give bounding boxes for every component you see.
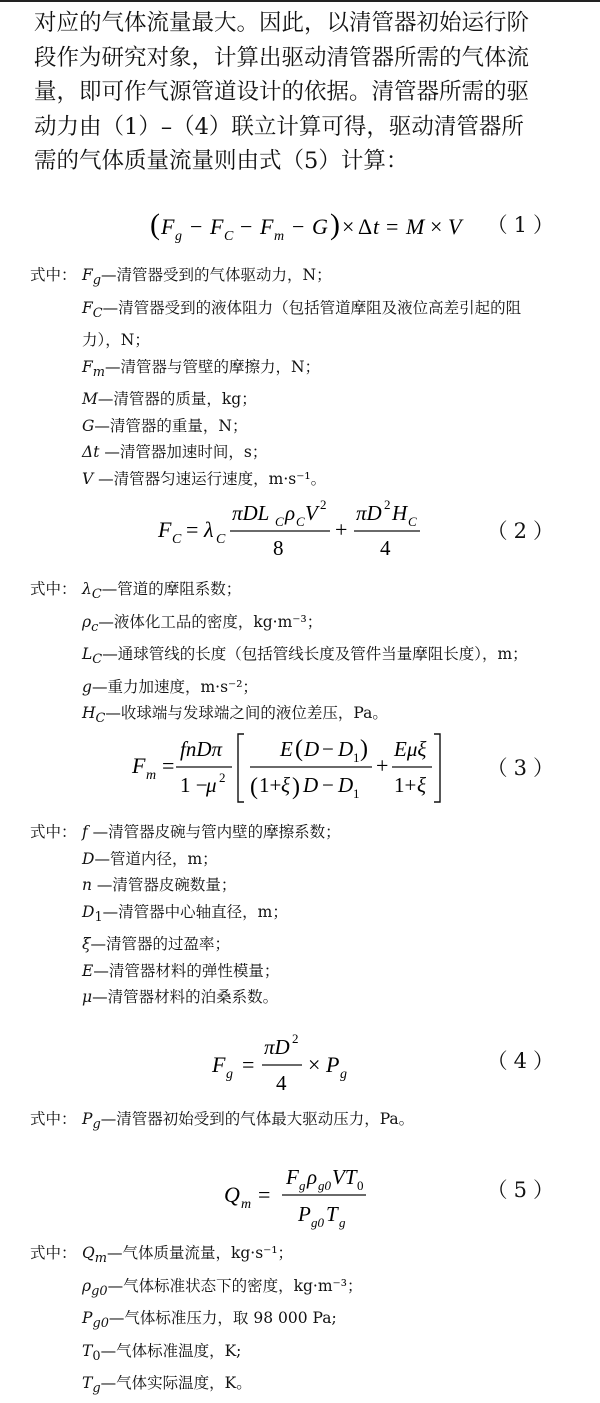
svg-text:F: F bbox=[161, 214, 175, 239]
def-row: $F_m—$清管器与管壁的摩擦力，N； bbox=[82, 357, 321, 380]
svg-text:ρ: ρ bbox=[285, 501, 296, 525]
svg-text:T: T bbox=[326, 1202, 338, 1226]
svg-text:m: m bbox=[241, 1197, 252, 1212]
def-row: 力），N； bbox=[82, 331, 150, 350]
svg-text:πDL: πDL bbox=[232, 501, 270, 525]
svg-text:V: V bbox=[305, 501, 318, 525]
svg-text:=: = bbox=[162, 753, 175, 778]
def-row: $L_C—$通球管线的长度（包括管线长度及管件当量摩阻长度），m； bbox=[82, 645, 528, 668]
svg-text:(: ( bbox=[295, 736, 303, 762]
def-row: $T_g—$气体实际温度，K。 bbox=[82, 1374, 252, 1397]
equation-3 bbox=[0, 728, 600, 808]
def-row: $D_1—$清管器中心轴直径，m； bbox=[82, 902, 288, 925]
svg-text:g: g bbox=[339, 1215, 346, 1230]
svg-text:C: C bbox=[296, 514, 305, 529]
svg-text:(: ( bbox=[150, 208, 160, 241]
svg-text:Δ: Δ bbox=[358, 214, 373, 239]
svg-text:F: F bbox=[260, 214, 274, 239]
defs-prefix: 式中： bbox=[30, 1110, 77, 1128]
def-row: ξ—清管器的过盈率； bbox=[82, 935, 231, 954]
intro-line: 对应的气体流量最大。因此，以清管器初始运行阶 bbox=[34, 10, 530, 36]
svg-text:g0: g0 bbox=[311, 1215, 324, 1230]
svg-text:g: g bbox=[340, 1067, 347, 1082]
svg-text:−: − bbox=[322, 773, 334, 797]
svg-text:=: = bbox=[386, 214, 399, 239]
svg-text:C: C bbox=[224, 229, 234, 244]
svg-text:1+: 1+ bbox=[259, 773, 282, 797]
defs-prefix: 式中： bbox=[30, 266, 77, 284]
svg-text:−: − bbox=[292, 214, 305, 239]
defs-block-5 bbox=[30, 1240, 362, 1403]
svg-text:m: m bbox=[274, 229, 285, 244]
svg-text:2: 2 bbox=[320, 497, 327, 512]
svg-text:F: F bbox=[158, 517, 172, 542]
intro-line: 需的气体质量流量则由式（5）计算： bbox=[34, 148, 409, 174]
svg-text:F: F bbox=[212, 1052, 226, 1077]
svg-text:g: g bbox=[175, 229, 182, 244]
svg-text:P: P bbox=[298, 1202, 311, 1226]
svg-text:D: D bbox=[338, 773, 354, 797]
svg-text:ρ: ρ bbox=[307, 1165, 318, 1189]
svg-text:μ: μ bbox=[206, 773, 217, 797]
defs-block-2 bbox=[30, 576, 528, 733]
svg-text:): ) bbox=[292, 774, 300, 800]
svg-text:λ: λ bbox=[204, 517, 214, 542]
svg-text:1 −: 1 − bbox=[180, 773, 208, 797]
equation-number: （4） bbox=[486, 1049, 560, 1073]
svg-text:D: D bbox=[303, 773, 319, 797]
svg-text:−: − bbox=[322, 737, 334, 761]
top-rule bbox=[0, 0, 600, 2]
equation-5 bbox=[0, 1158, 600, 1233]
equation-1 bbox=[0, 200, 600, 250]
equation-number: （5） bbox=[486, 1178, 560, 1202]
def-row: 式中： $F_g—$清管器受到的气体驱动力，N； bbox=[30, 262, 521, 295]
def-row: G—清管器的重量，N； bbox=[82, 416, 248, 435]
def-row: 式中： $Q_m—$气体质量流量，kg·s⁻¹； bbox=[30, 1240, 362, 1273]
def-row: $P_{g0}—$气体标准压力，取 98 000 Pa; bbox=[82, 1309, 337, 1332]
intro-line: 动力由（1）–（4）联立计算可得，驱动清管器所 bbox=[34, 113, 524, 140]
svg-text:πD: πD bbox=[264, 1035, 290, 1059]
svg-text:): ) bbox=[330, 208, 340, 241]
svg-text:G: G bbox=[312, 214, 328, 239]
defs-block-1 bbox=[30, 262, 521, 492]
svg-text:Eμξ: Eμξ bbox=[394, 737, 427, 761]
svg-text:ξ: ξ bbox=[417, 773, 426, 797]
svg-text:g: g bbox=[299, 1178, 306, 1193]
svg-text:ξ: ξ bbox=[281, 773, 290, 797]
svg-text:H: H bbox=[392, 501, 408, 525]
def-row: 式中： $\lambda_C—$管道的摩阻系数； bbox=[30, 576, 528, 609]
svg-text:4: 4 bbox=[276, 1071, 287, 1095]
svg-text:0: 0 bbox=[357, 1178, 364, 1193]
svg-text:2: 2 bbox=[384, 497, 391, 512]
equation-number: （3） bbox=[486, 756, 560, 780]
svg-text:g0: g0 bbox=[318, 1178, 331, 1193]
def-row: 式中： f —清管器皮碗与管内壁的摩擦系数； bbox=[30, 819, 341, 846]
svg-text:Q: Q bbox=[224, 1182, 240, 1207]
def-row: μ—清管器材料的泊桑系数。 bbox=[82, 988, 279, 1007]
def-row: V —清管器匀速运行速度，m·s⁻¹。 bbox=[82, 469, 327, 488]
intro-line: 段作为研究对象，计算出驱动清管器所需的气体流 bbox=[34, 44, 530, 71]
svg-text:×: × bbox=[308, 1052, 321, 1077]
equation-4 bbox=[0, 1028, 600, 1098]
svg-text:t: t bbox=[373, 214, 380, 239]
def-row: D—管道内径，m； bbox=[82, 849, 218, 868]
svg-text:=: = bbox=[186, 517, 199, 542]
svg-text:(: ( bbox=[250, 774, 258, 800]
svg-text:8: 8 bbox=[273, 536, 284, 560]
svg-text:P: P bbox=[326, 1052, 340, 1077]
defs-block-4 bbox=[30, 1106, 414, 1139]
def-row: $\rho_c—$液体化工品的密度，kg·m⁻³； bbox=[82, 612, 323, 635]
intro-paragraph bbox=[34, 6, 574, 179]
svg-text:×: × bbox=[430, 214, 443, 239]
svg-text:g: g bbox=[226, 1067, 233, 1082]
svg-text:E: E bbox=[280, 737, 293, 761]
svg-text:1+: 1+ bbox=[394, 773, 417, 797]
svg-text:2: 2 bbox=[292, 1031, 299, 1046]
equation-2 bbox=[0, 495, 600, 565]
equation-number: （1） bbox=[486, 213, 560, 237]
svg-text:=: = bbox=[258, 1182, 271, 1207]
intro-line: 量，即可作气源管道设计的依据。清管器所需的驱 bbox=[34, 79, 530, 105]
svg-text:D: D bbox=[338, 737, 354, 761]
svg-text:): ) bbox=[360, 736, 368, 762]
defs-prefix: 式中： bbox=[30, 1244, 77, 1262]
svg-text:C: C bbox=[275, 514, 284, 529]
svg-text:VT: VT bbox=[332, 1165, 357, 1189]
svg-text:−: − bbox=[190, 214, 203, 239]
defs-block-3 bbox=[30, 819, 341, 1011]
svg-text:×: × bbox=[342, 214, 355, 239]
def-row: E—清管器材料的弹性模量； bbox=[82, 961, 280, 980]
def-row: n —清管器皮碗数量； bbox=[82, 876, 237, 894]
svg-text:D: D bbox=[304, 737, 320, 761]
svg-text:−: − bbox=[240, 214, 253, 239]
def-row: $F_C—$清管器受到的液体阻力（包括管道摩阻及液位高差引起的阻 bbox=[82, 298, 522, 321]
svg-text:1: 1 bbox=[353, 750, 360, 765]
svg-text:πD: πD bbox=[356, 501, 382, 525]
svg-text:M: M bbox=[406, 214, 425, 239]
svg-text:1: 1 bbox=[353, 786, 360, 801]
defs-prefix: 式中： bbox=[30, 580, 77, 598]
svg-text:fnDπ: fnDπ bbox=[180, 737, 223, 761]
svg-text:+: + bbox=[335, 517, 348, 542]
def-row: Δt —清管器加速时间，s； bbox=[82, 443, 268, 462]
def-row: g—重力加速度，m·s⁻²； bbox=[82, 677, 258, 696]
svg-text:V: V bbox=[448, 214, 462, 239]
svg-text:=: = bbox=[242, 1052, 255, 1077]
svg-text:C: C bbox=[216, 532, 226, 547]
svg-text:2: 2 bbox=[219, 770, 226, 785]
equation-number: （2） bbox=[486, 519, 560, 543]
def-row: M—清管器的质量，kg； bbox=[82, 390, 257, 409]
svg-text:4: 4 bbox=[380, 536, 391, 560]
svg-text:+: + bbox=[376, 753, 389, 778]
def-row: $H_C—$收球端与发球端之间的液位差压，Pa。 bbox=[82, 704, 388, 727]
svg-text:F: F bbox=[210, 214, 224, 239]
svg-text:F: F bbox=[132, 753, 146, 778]
svg-text:C: C bbox=[172, 532, 182, 547]
def-row: $T_0—$气体标准温度，K; bbox=[82, 1341, 242, 1364]
def-row: 式中： $P_g—$清管器初始受到的气体最大驱动压力，Pa。 bbox=[30, 1106, 414, 1139]
svg-text:C: C bbox=[408, 514, 417, 529]
defs-prefix: 式中： bbox=[30, 823, 77, 841]
svg-text:F: F bbox=[286, 1165, 299, 1189]
def-row: $\rho_{g0}—$气体标准状态下的密度，kg·m⁻³； bbox=[82, 1276, 363, 1299]
svg-text:m: m bbox=[146, 768, 157, 783]
